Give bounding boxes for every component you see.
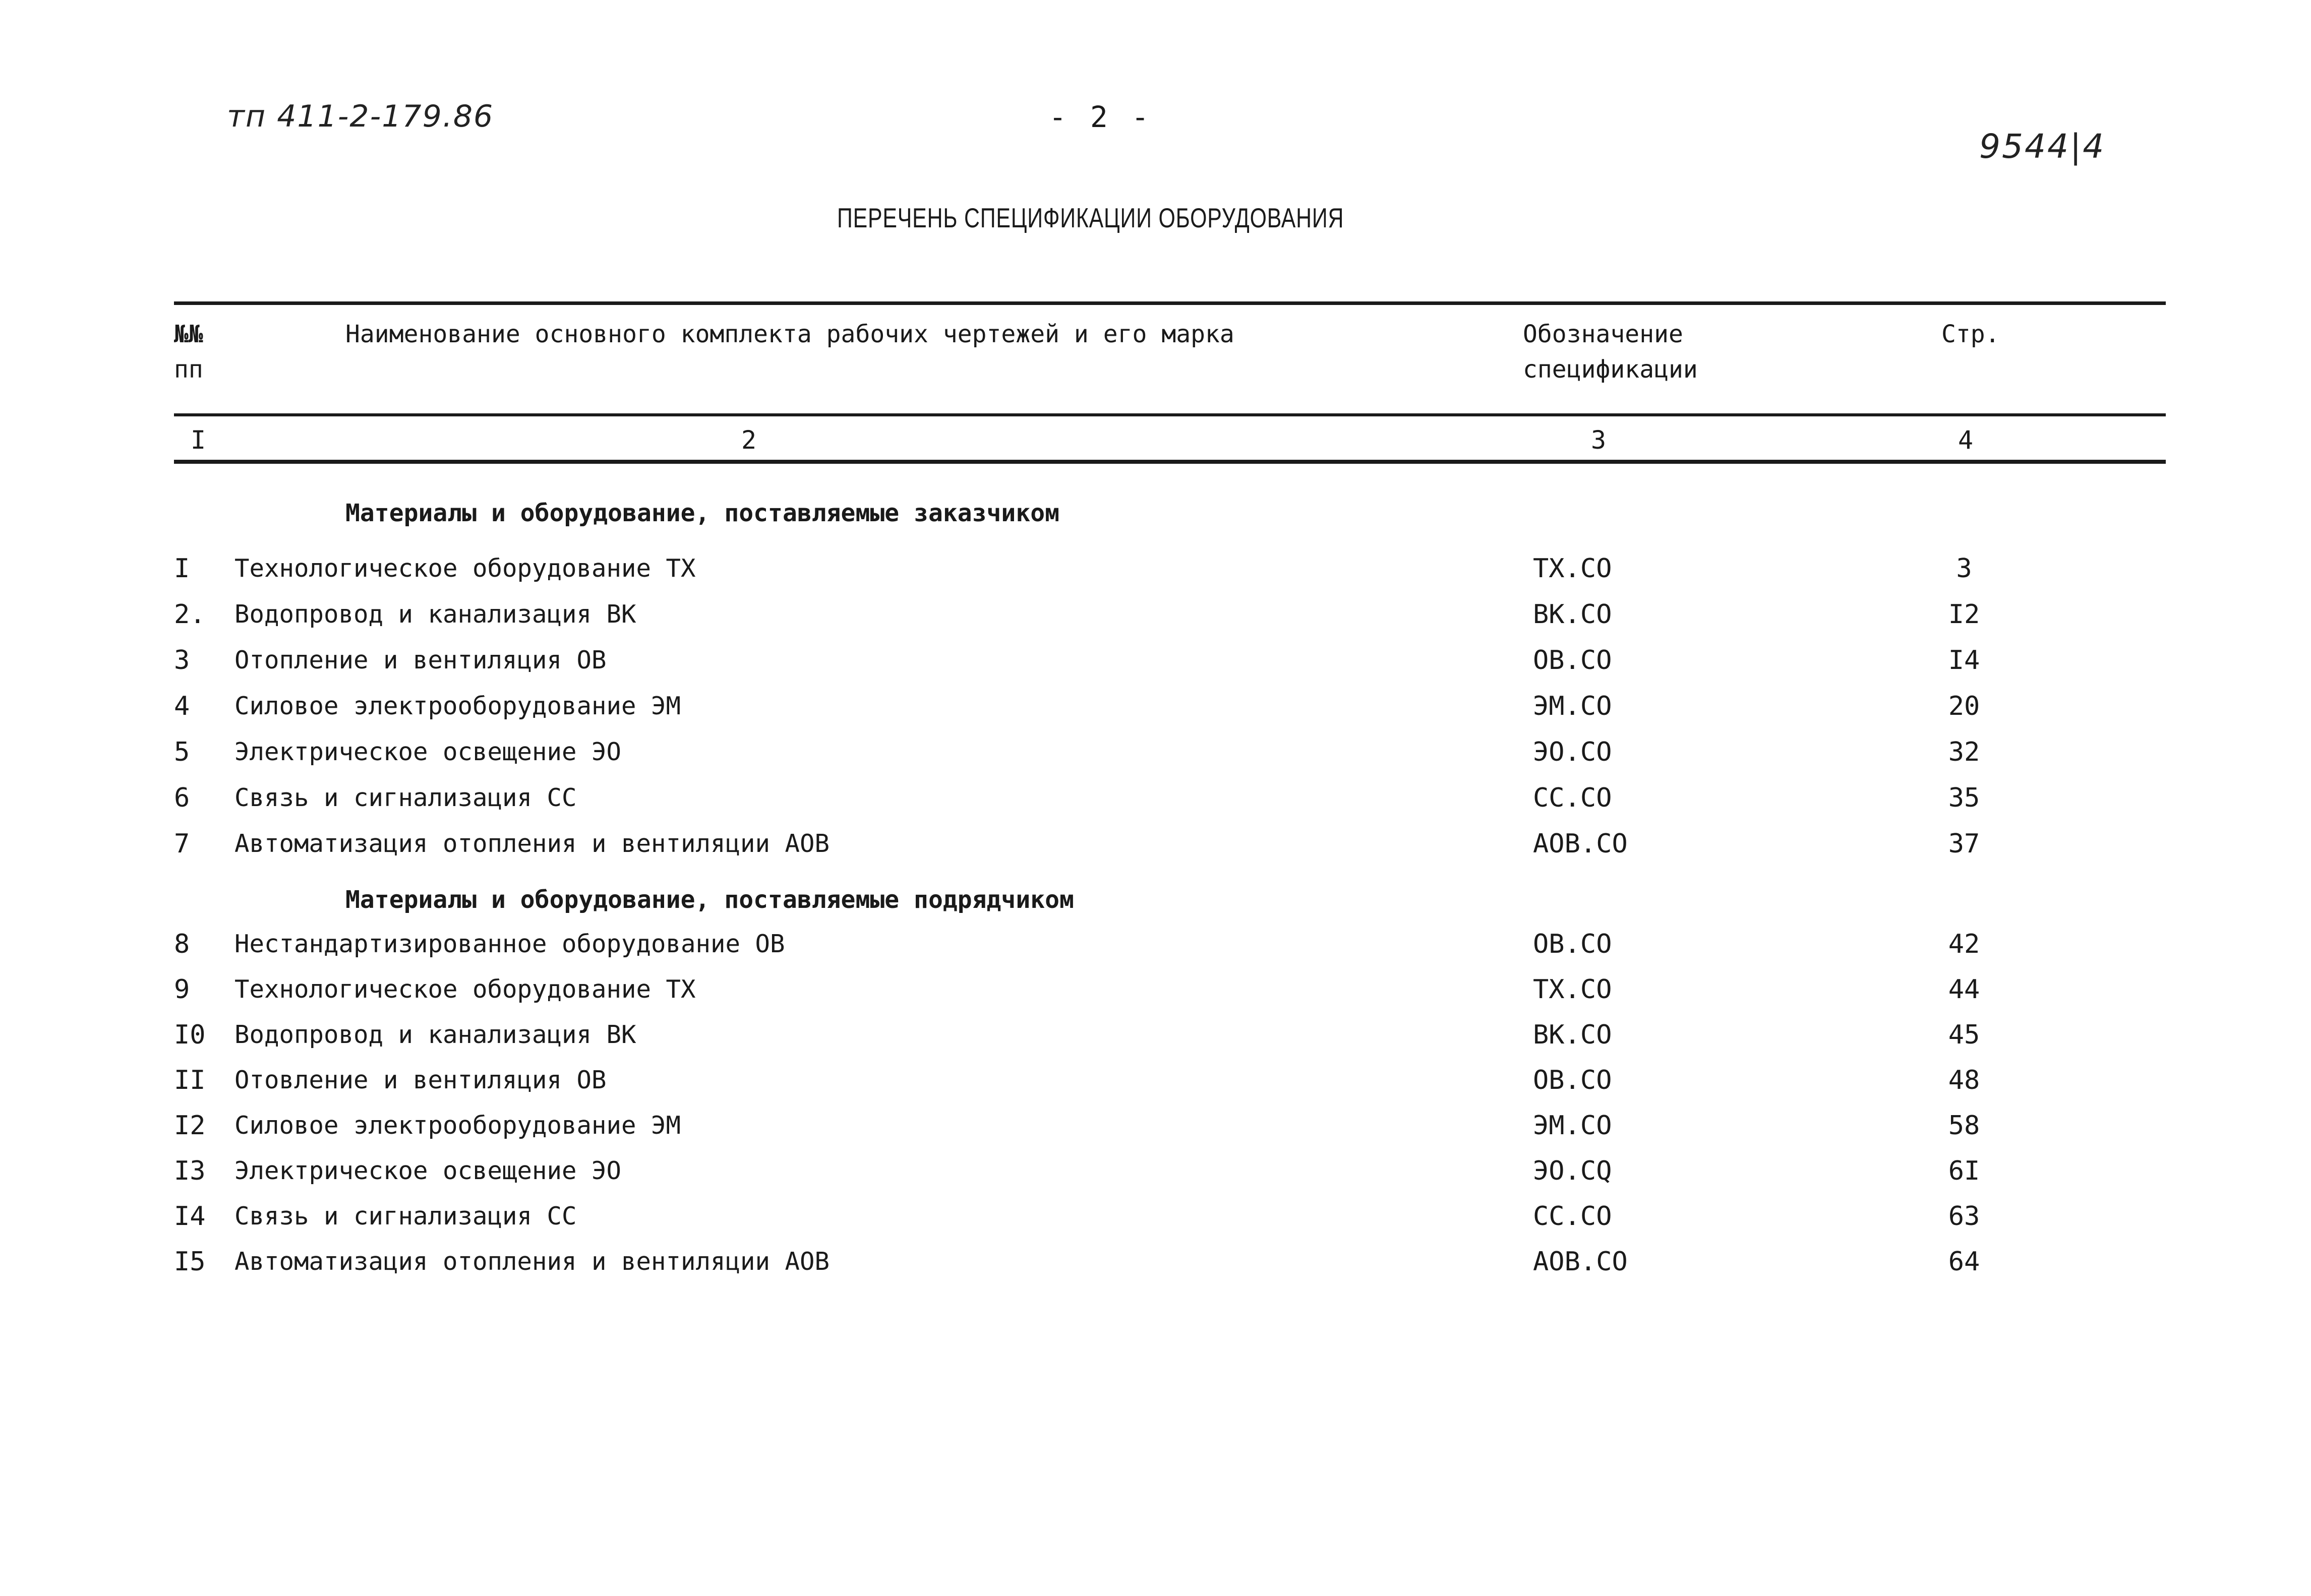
row-page: 20	[1948, 691, 1980, 721]
row-spec: ЭО.СQ	[1533, 1156, 1612, 1186]
row-spec: АОВ.СО	[1533, 1247, 1628, 1277]
row-page: I2	[1948, 599, 1980, 630]
header-specification-line1: Обозначение	[1523, 320, 1683, 348]
row-spec: ЭМ.СО	[1533, 691, 1612, 721]
row-spec: ЭМ.СО	[1533, 1111, 1612, 1141]
table-rule-column-numbers	[174, 460, 2166, 464]
row-spec: ТХ.СО	[1533, 554, 1612, 584]
row-spec: АОВ.СО	[1533, 829, 1628, 859]
row-page: 37	[1948, 829, 1980, 859]
row-page: 44	[1948, 974, 1980, 1005]
table-rule-top	[174, 301, 2166, 305]
row-name: Водопровод и канализация ВК	[234, 1020, 636, 1049]
row-number: I4	[174, 1201, 206, 1232]
row-spec: ВК.СО	[1533, 599, 1612, 630]
row-name: Технологическое оборудование ТХ	[234, 554, 696, 583]
page-title: ПЕРЕЧЕНЬ СПЕЦИФИКАЦИИ ОБОРУДОВАНИЯ	[837, 202, 1344, 233]
row-page: 48	[1948, 1065, 1980, 1095]
header-specification-line2: спецификации	[1523, 355, 1698, 384]
row-page: 45	[1948, 1020, 1980, 1050]
row-number: I2	[174, 1111, 206, 1141]
row-spec: ЭО.СО	[1533, 737, 1612, 767]
row-number: 2.	[174, 599, 206, 630]
section-title-customer: Материалы и оборудование, поставляемые заказчиком	[345, 499, 1060, 527]
row-page: 58	[1948, 1111, 1980, 1141]
section-title-contractor: Материалы и оборудование, поставляемые подрядчиком	[345, 886, 1074, 914]
column-number-2: 2	[741, 425, 757, 455]
row-number: 6	[174, 783, 190, 813]
document-code: тп 411-2-179.86	[227, 99, 494, 134]
row-page: 64	[1948, 1247, 1980, 1277]
header-row-number-line2: пп	[174, 355, 203, 384]
row-number: 8	[174, 929, 190, 959]
row-number: 4	[174, 691, 190, 721]
row-spec: ОВ.СО	[1533, 1065, 1612, 1095]
row-name: Отовление и вентиляция ОВ	[234, 1066, 607, 1094]
row-page: 42	[1948, 929, 1980, 959]
row-name: Силовое электрооборудование ЭМ	[234, 692, 681, 720]
row-name: Водопровод и канализация ВК	[234, 600, 636, 629]
row-page: 3	[1956, 554, 1972, 584]
row-name: Электрическое освещение ЭО	[234, 1156, 622, 1185]
header-row-number-line1: №№	[174, 320, 203, 348]
row-number: I3	[174, 1156, 206, 1186]
row-number: II	[174, 1065, 206, 1095]
row-number: I0	[174, 1020, 206, 1050]
row-name: Технологическое оборудование ТХ	[234, 975, 696, 1004]
row-name: Отопление и вентиляция ОВ	[234, 646, 607, 674]
row-name: Автоматизация отопления и вентиляции АОВ	[234, 829, 830, 858]
row-spec: ОВ.СО	[1533, 929, 1612, 959]
row-number: I	[174, 554, 190, 584]
table-rule-header	[174, 413, 2166, 416]
row-name: Электрическое освещение ЭО	[234, 738, 622, 766]
row-number: 5	[174, 737, 190, 767]
row-number: 3	[174, 645, 190, 676]
row-page: 63	[1948, 1201, 1980, 1232]
row-page: 6I	[1948, 1156, 1980, 1186]
row-page: 35	[1948, 783, 1980, 813]
row-number: 7	[174, 829, 190, 859]
row-number: I5	[174, 1247, 206, 1277]
row-spec: ТХ.СО	[1533, 974, 1612, 1005]
header-specification	[1523, 317, 1698, 387]
header-page: Стр.	[1941, 320, 2000, 348]
inventory-number: 9544|4	[1979, 127, 2106, 166]
row-spec: СС.СО	[1533, 783, 1612, 813]
header-row-number	[174, 317, 203, 387]
row-page: I4	[1948, 645, 1980, 676]
header-name: Наименование основного комплекта рабочих чертежей и его марка	[345, 320, 1234, 348]
row-name: Автоматизация отопления и вентиляции АОВ	[234, 1247, 830, 1276]
row-name: Силовое электрооборудование ЭМ	[234, 1111, 681, 1140]
column-number-4: 4	[1958, 425, 1974, 455]
row-spec: ВК.СО	[1533, 1020, 1612, 1050]
row-name: Нестандартизированное оборудование ОВ	[234, 930, 785, 958]
page-number: - 2 -	[1049, 100, 1152, 134]
row-name: Связь и сигнализация СС	[234, 783, 577, 812]
column-number-1: I	[190, 425, 206, 455]
row-spec: ОВ.СО	[1533, 645, 1612, 676]
row-spec: СС.СО	[1533, 1201, 1612, 1232]
row-name: Связь и сигнализация СС	[234, 1202, 577, 1231]
row-page: 32	[1948, 737, 1980, 767]
row-number: 9	[174, 974, 190, 1005]
column-number-3: 3	[1590, 425, 1607, 455]
